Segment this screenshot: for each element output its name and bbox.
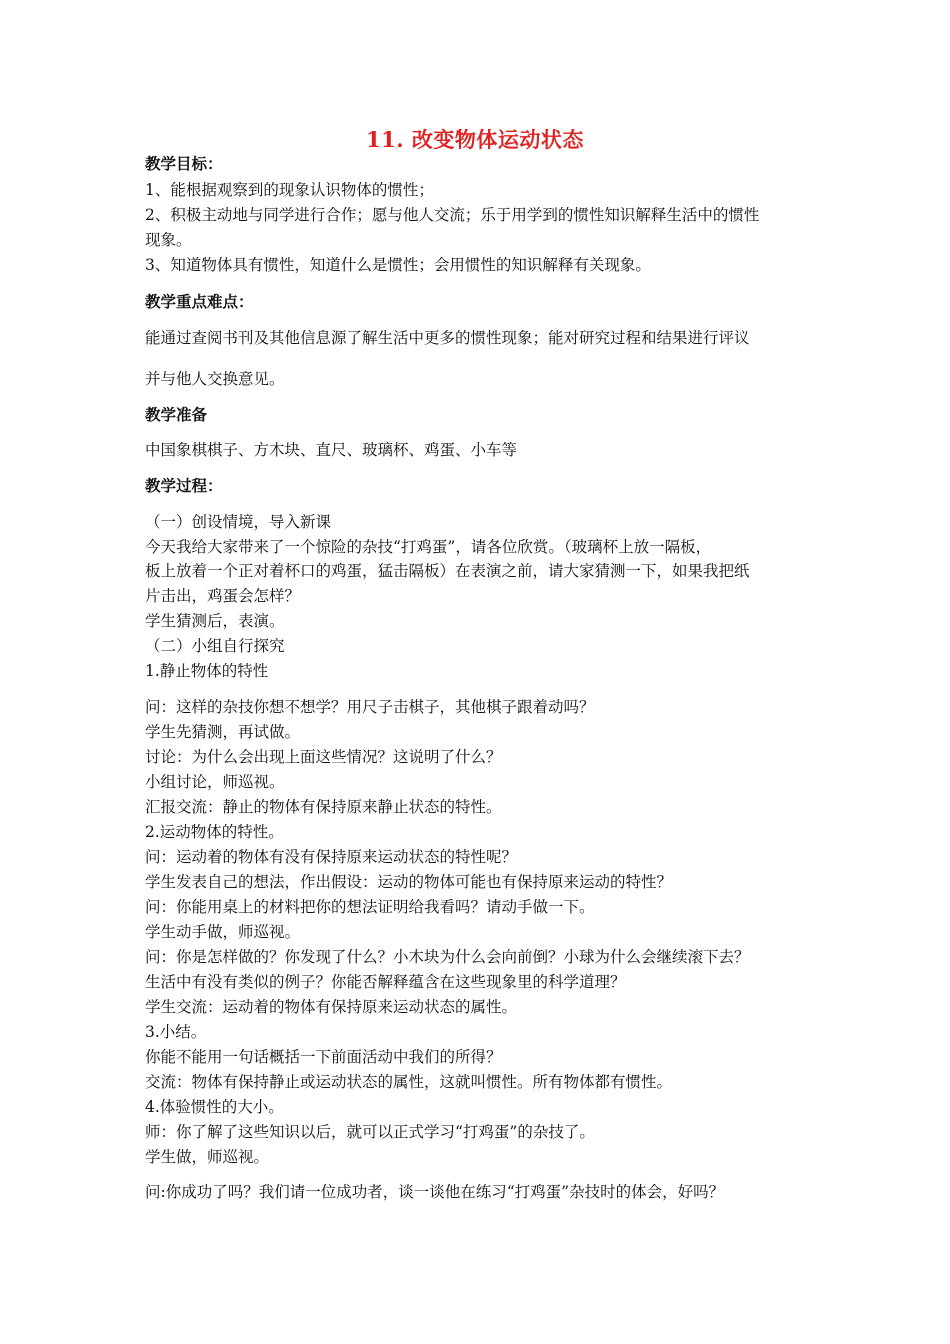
text-line: 能通过查阅书刊及其他信息源了解生活中更多的惯性现象；能对研究过程和结果进行评议 (145, 329, 750, 347)
section-heading: 教学准备 (145, 405, 208, 424)
text-line: 1.静止物体的特性 (145, 662, 269, 680)
text-line: 师：你了解了这些知识以后，就可以正式学习“打鸡蛋”的杂技了。 (145, 1123, 595, 1141)
section-heading: 教学目标： (145, 154, 223, 173)
text-line: 生活中有没有类似的例子？你能否解释蕴含在这些现象里的科学道理？ (145, 973, 626, 991)
text-line: 交流：物体有保持静止或运动状态的属性，这就叫惯性。所有物体都有惯性。 (145, 1073, 673, 1091)
text-line: 1、能根据观察到的现象认识物体的惯性； (145, 181, 434, 199)
text-line: 问：运动着的物体有没有保持原来运动状态的特性呢？ (145, 848, 518, 866)
text-line: 片击出，鸡蛋会怎样？ (145, 587, 301, 605)
text-line: 3.小结。 (145, 1023, 207, 1041)
text-line: 问：这样的杂技你想不想学？用尺子击棋子，其他棋子跟着动吗？ (145, 698, 595, 716)
text-line: 并与他人交换意见。 (145, 370, 285, 388)
text-line: 4.体验惯性的大小。 (145, 1098, 284, 1116)
text-line: 今天我给大家带来了一个惊险的杂技“打鸡蛋”，请各位欣赏。（玻璃杯上放一隔板， (145, 538, 712, 556)
text-line: （一）创设情境，导入新课 (145, 513, 332, 531)
text-line: 学生做，师巡视。 (145, 1148, 270, 1166)
text-line: 小组讨论，师巡视。 (145, 773, 285, 791)
text-line: 问:你成功了吗？我们请一位成功者，谈一谈他在练习“打鸡蛋”杂技时的体会，好吗？ (145, 1183, 725, 1201)
text-line: 你能不能用一句话概括一下前面活动中我们的所得？ (145, 1048, 502, 1066)
section-heading: 教学过程： (145, 476, 223, 495)
document-title: 11. 改变物体运动状态 (366, 127, 584, 152)
text-line: 学生交流：运动着的物体有保持原来运动状态的属性。 (145, 998, 518, 1016)
text-line: 2.运动物体的特性。 (145, 823, 284, 841)
text-line: 汇报交流：静止的物体有保持原来静止状态的特性。 (145, 798, 502, 816)
text-line: 学生动手做，师巡视。 (145, 923, 301, 941)
text-line: （二）小组自行探究 (145, 637, 285, 655)
text-line: 讨论：为什么会出现上面这些情况？这说明了什么？ (145, 748, 502, 766)
text-line: 2、积极主动地与同学进行合作；愿与他人交流；乐于用学到的惯性知识解释生活中的惯性 (145, 206, 760, 224)
text-line: 3、知道物体具有惯性，知道什么是惯性；会用惯性的知识解释有关现象。 (145, 256, 651, 274)
section-heading: 教学重点难点： (145, 292, 254, 311)
text-line: 学生猜测后，表演。 (145, 612, 285, 630)
text-line: 问：你能用桌上的材料把你的想法证明给我看吗？请动手做一下。 (145, 898, 595, 916)
text-line: 中国象棋棋子、方木块、直尺、玻璃杯、鸡蛋、小车等 (145, 441, 518, 459)
text-line: 学生先猜测，再试做。 (145, 723, 301, 741)
text-line: 现象。 (145, 231, 192, 249)
text-line: 学生发表自己的想法，作出假设：运动的物体可能也有保持原来运动的特性？ (145, 873, 673, 891)
text-line: 问：你是怎样做的？你发现了什么？小木块为什么会向前倒？小球为什么会继续滚下去？ (145, 948, 750, 966)
text-line: 板上放着一个正对着杯口的鸡蛋，猛击隔板）在表演之前，请大家猜测一下，如果我把纸 (145, 562, 750, 580)
